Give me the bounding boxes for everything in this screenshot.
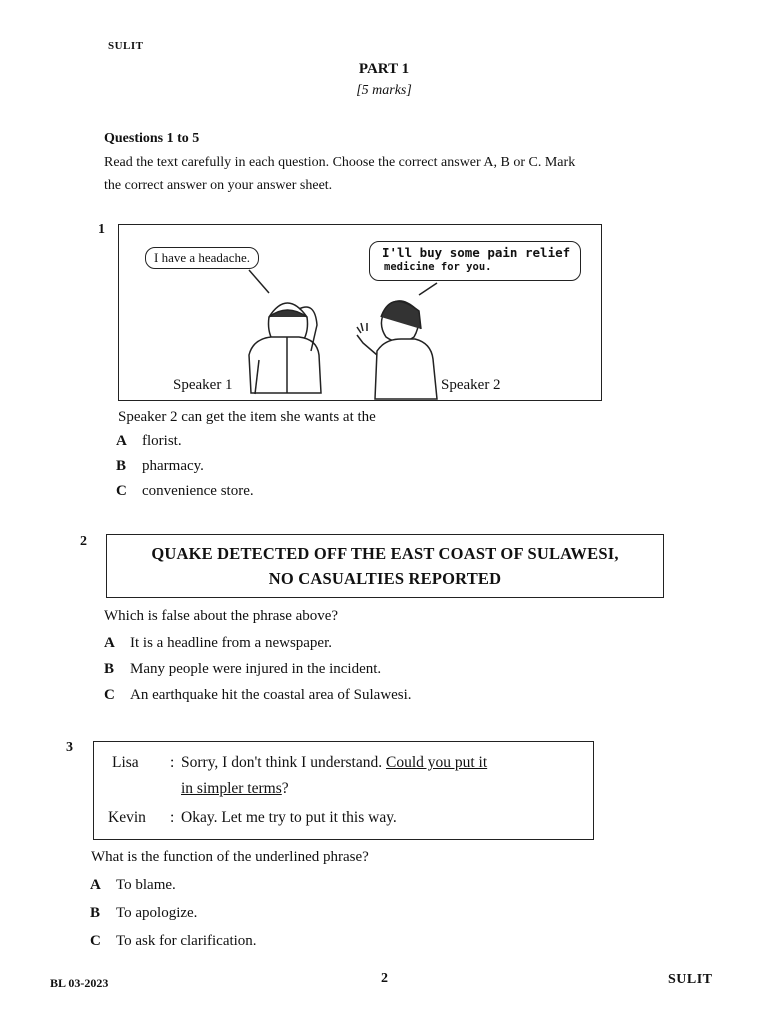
question-2-stem: Which is false about the phrase above? xyxy=(104,608,339,624)
footer-sulit: SULIT xyxy=(668,972,713,987)
underlined-phrase-part-2: in simpler terms xyxy=(181,780,282,797)
bubble-2-tail xyxy=(419,283,437,295)
question-1-picture xyxy=(118,224,602,401)
bubble-2-line-1: I'll buy some pain relief xyxy=(382,245,571,260)
speaker-lisa: Lisa xyxy=(112,754,139,771)
speaker-kevin: Kevin xyxy=(108,809,146,826)
bubble-1-tail xyxy=(249,270,269,293)
question-2-number: 2 xyxy=(80,534,87,549)
question-2-option-c: C An earthquake hit the coastal area of Sulawesi. xyxy=(104,687,412,703)
section-heading: Questions 1 to 5 xyxy=(104,131,200,146)
bubble-2-line-2: medicine for you. xyxy=(384,261,492,273)
colon-kevin: : xyxy=(170,809,175,826)
question-3-option-a: A To blame. xyxy=(90,877,176,893)
section-instruction xyxy=(104,151,704,197)
colon-lisa: : xyxy=(170,754,175,771)
footer-paper-code: BL 03-2023 xyxy=(50,976,109,990)
question-2-option-b: B Many people were injured in the incident. xyxy=(104,661,382,677)
question-3-option-b: B To apologize. xyxy=(90,905,198,921)
speaker-2-label: Speaker 2 xyxy=(441,377,501,393)
lisa-line-2: in simpler terms? xyxy=(181,780,289,797)
header-sulit: SULIT xyxy=(108,40,144,52)
question-1-option-b: B pharmacy. xyxy=(116,458,204,474)
question-3-stem: What is the function of the underlined phrase? xyxy=(91,849,369,865)
footer-page-number: 2 xyxy=(381,971,388,986)
instruction-line-1: Read the text carefully in each question. Choose the correct answer A, B or C. Mark xyxy=(104,155,576,170)
kevin-line: Okay. Let me try to put it this way. xyxy=(181,809,397,826)
speech-bubble-2 xyxy=(369,241,581,281)
speaker-1-label: Speaker 1 xyxy=(173,377,233,393)
part-marks: [5 marks] xyxy=(356,83,412,98)
part-title: PART 1 xyxy=(358,61,410,77)
headline-box xyxy=(106,534,664,598)
lisa-line-1: Sorry, I don't think I understand. Could you put it xyxy=(181,754,488,771)
question-1-number: 1 xyxy=(98,222,105,237)
speech-bubble-1: I have a headache. xyxy=(145,247,259,269)
question-1-option-c: C convenience store. xyxy=(116,483,254,499)
underlined-phrase-part-1: Could you put it xyxy=(385,754,488,771)
girl-figure xyxy=(357,301,437,399)
question-1-stem: Speaker 2 can get the item she wants at the xyxy=(118,409,376,425)
question-1-option-a: A florist. xyxy=(116,433,182,449)
headline-line-1: QUAKE DETECTED OFF THE EAST COAST OF SULAWESI, xyxy=(151,544,619,563)
dialogue-box xyxy=(93,741,594,840)
headline-line-2: NO CASUALTIES REPORTED xyxy=(268,569,502,588)
question-3-number: 3 xyxy=(66,740,73,755)
instruction-line-2: the correct answer on your answer sheet. xyxy=(104,178,333,193)
question-3-option-c: C To ask for clarification. xyxy=(90,933,257,949)
boy-figure xyxy=(249,303,321,394)
question-2-option-a: A It is a headline from a newspaper. xyxy=(104,635,333,651)
